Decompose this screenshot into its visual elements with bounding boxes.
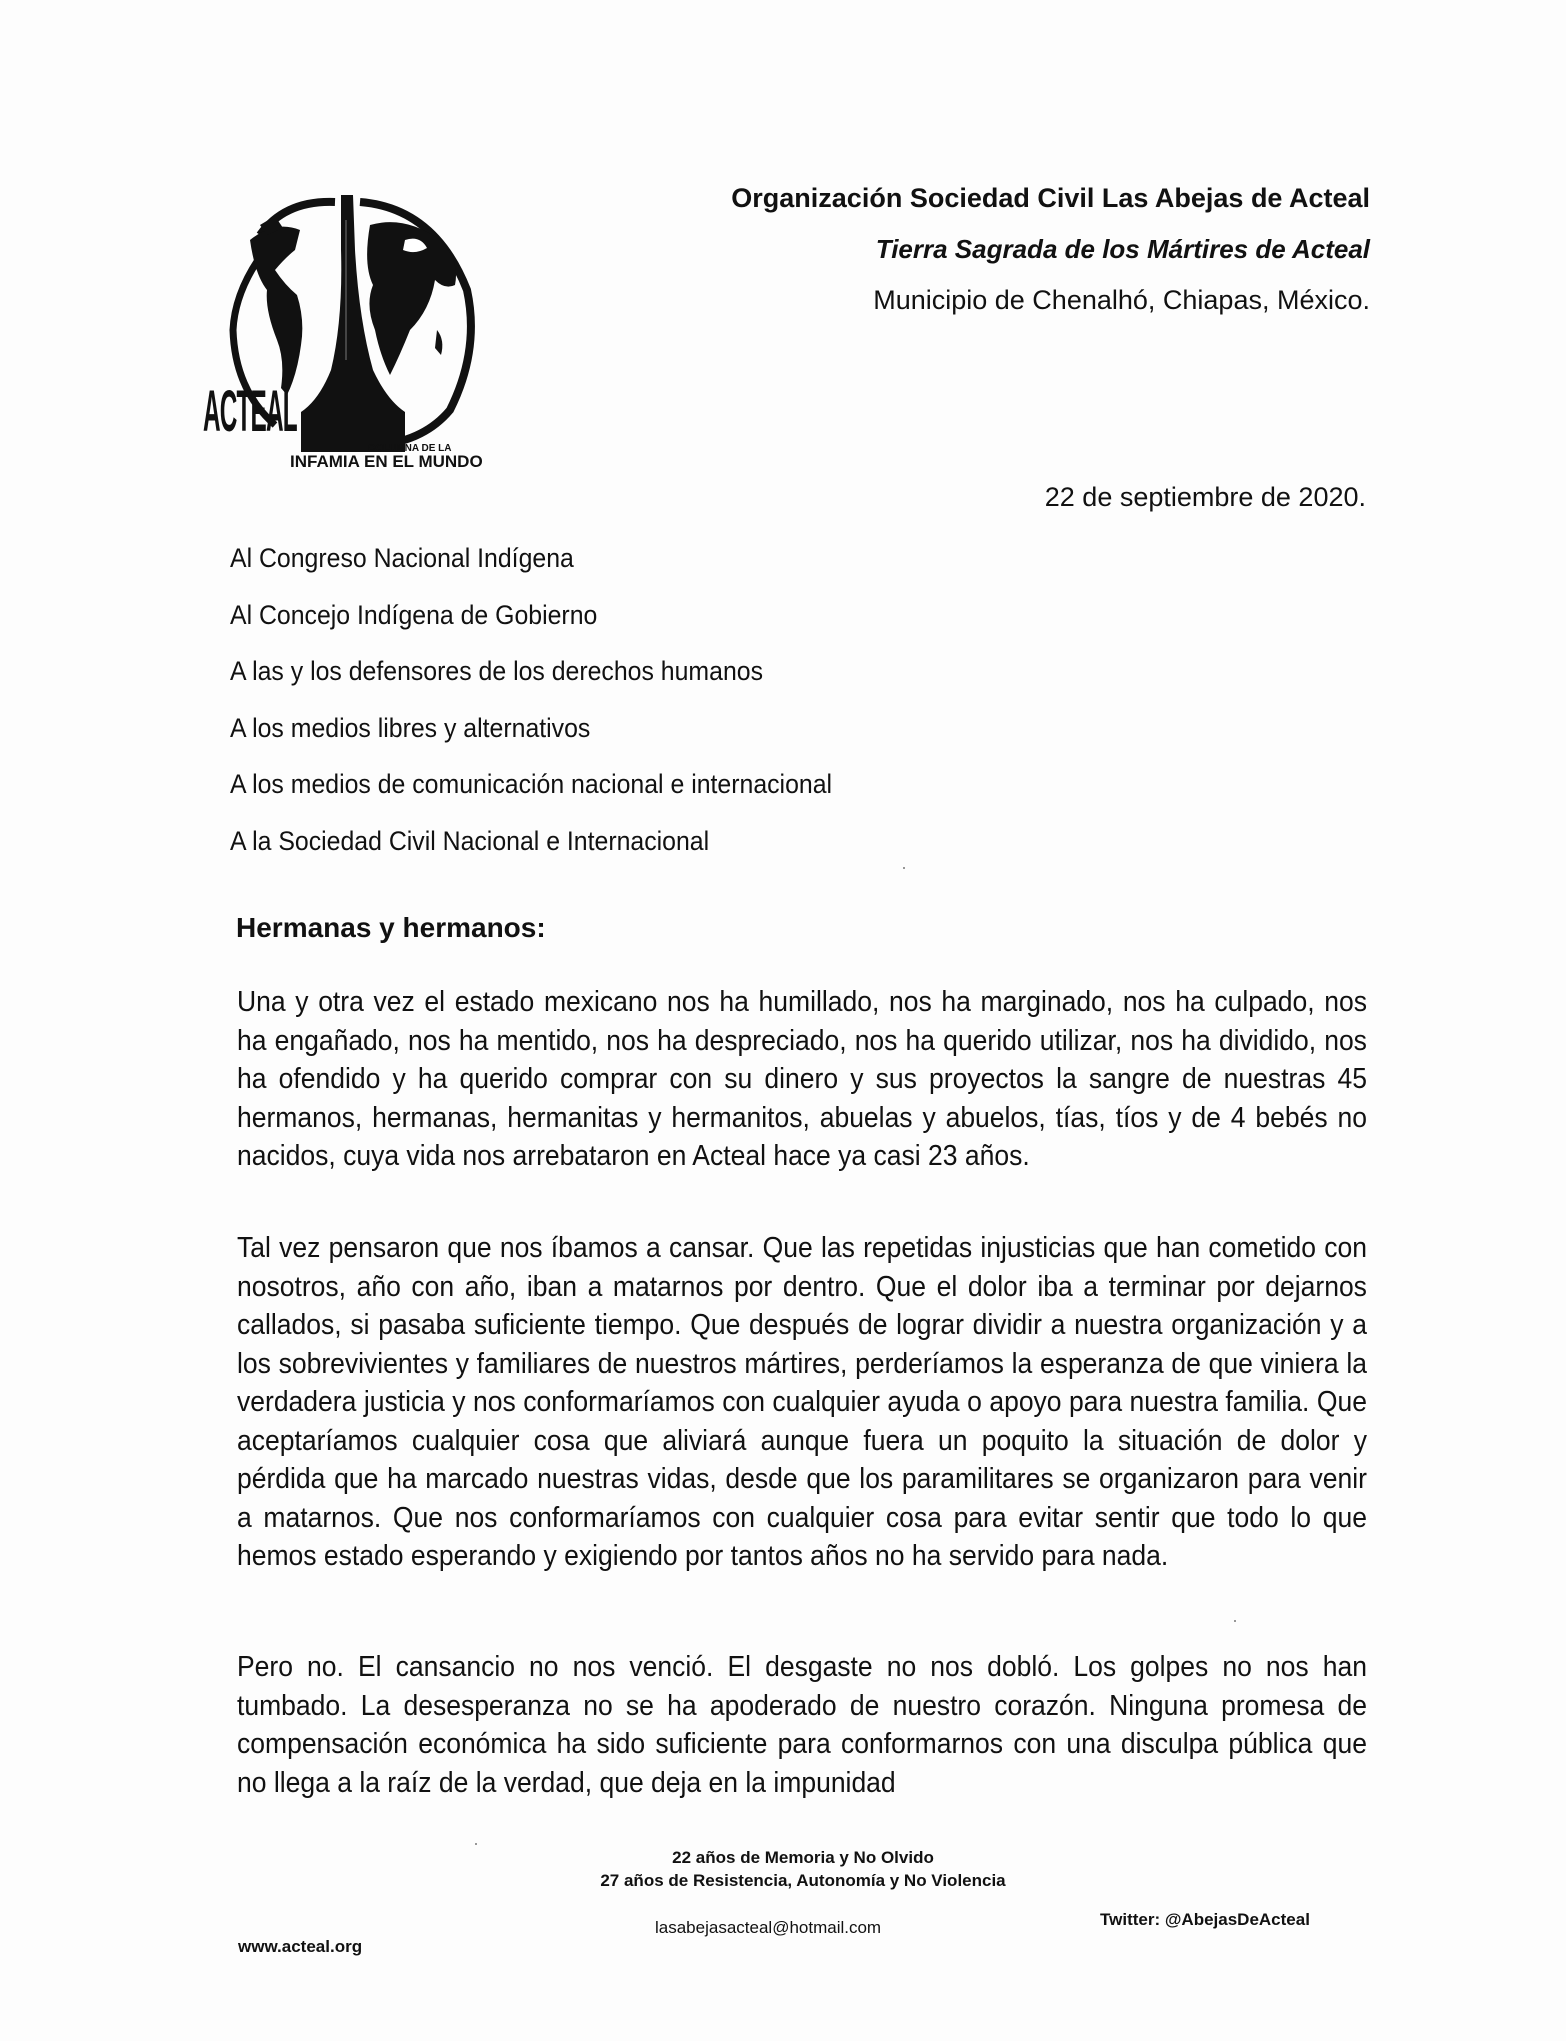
addressee-list bbox=[230, 540, 884, 879]
scan-speck bbox=[475, 1843, 477, 1845]
addressee: Al Congreso Nacional Indígena bbox=[230, 543, 574, 573]
organization-location: Municipio de Chenalhó, Chiapas, México. bbox=[873, 285, 1370, 315]
footer-motto-memory: 22 años de Memoria y No Olvido bbox=[672, 1848, 934, 1867]
footer-email-link[interactable]: lasabejasacteal@hotmail.com bbox=[655, 1918, 882, 1937]
body-paragraph: Pero no. El cansancio no nos venció. El desgaste no nos dobló. Los golpes no nos han tumbado. La desesperanza no se ha apoderado de nuestro corazón. Ninguna promesa de compensación económica ha sido suficiente para conformarnos con una disculpa pública que no llega a la raíz de la verdad, que deja en la impunidad bbox=[237, 1651, 1367, 1799]
logo-caption-big: INFAMIA EN EL MUNDO bbox=[290, 452, 483, 471]
logo-caption-small: COLUMNA DE LA bbox=[368, 443, 452, 454]
addressee: A los medios de comunicación nacional e internacional bbox=[230, 769, 833, 799]
addressee: A las y los defensores de los derechos humanos bbox=[230, 656, 763, 686]
logo-wordmark: ACTEAL bbox=[203, 379, 297, 444]
footer-mottos bbox=[0, 1846, 1566, 1892]
body-paragraph: Una y otra vez el estado mexicano nos ha humillado, nos ha marginado, nos ha culpado, nos ha engañado, nos ha mentido, nos ha despreciado, nos ha querido utilizar, nos ha dividido, nos ha ofendido y ha querido comprar con su dinero y sus proyectos la sangre de nuestras 45 hermanos, hermanas, hermanitas y hermanitos, abuelas y abuelos, tías, tíos y de 4 bebés no nacidos, cuya vida nos arrebataron en Acteal hace ya casi 23 años. bbox=[237, 986, 1367, 1172]
body-paragraph: Tal vez pensaron que nos íbamos a cansar. Que las repetidas injusticias que han cometido con nosotros, año con año, iban a matarnos por dentro. Que el dolor iba a terminar por dejarnos callados, si pasaba suficiente tiempo. Que después de lograr dividir a nuestra organización y a los sobrevivientes y familiares de nuestros mártires, perderíamos la esperanza de que viniera la verdadera justicia y nos conformaríamos con cualquier ayuda o apoyo para nuestra familia. Que aceptaríamos cualquier cosa que aliviará aunque fuera un poquito la situación de dolor y pérdida que ha marcado nuestras vidas, desde que los paramilitares se organizaron para venir a matarnos. Que nos conformaríamos con cualquier cosa para evitar sentir que todo lo que hemos estado esperando y exigiendo por tantos años no ha servido para nada. bbox=[237, 1232, 1367, 1572]
addressee: Al Concejo Indígena de Gobierno bbox=[230, 599, 598, 630]
addressee: A los medios libres y alternativos bbox=[230, 712, 591, 743]
footer-motto-resistance: 27 años de Resistencia, Autonomía y No Violencia bbox=[600, 1871, 1006, 1890]
scan-speck bbox=[903, 867, 905, 869]
letter-date: 22 de septiembre de 2020. bbox=[1044, 482, 1366, 512]
footer-twitter-handle[interactable]: Twitter: @AbejasDeActeal bbox=[1100, 1910, 1310, 1929]
organization-tagline: Tierra Sagrada de los Mártires de Acteal bbox=[875, 234, 1370, 264]
footer-website-link[interactable]: www.acteal.org bbox=[238, 1937, 363, 1956]
organization-name: Organización Sociedad Civil Las Abejas de Acteal bbox=[731, 183, 1370, 213]
salutation: Hermanas y hermanos: bbox=[236, 912, 546, 943]
scan-speck bbox=[1234, 1620, 1236, 1622]
letterhead bbox=[731, 183, 1370, 316]
addressee: A la Sociedad Civil Nacional e Internacional bbox=[230, 825, 710, 856]
